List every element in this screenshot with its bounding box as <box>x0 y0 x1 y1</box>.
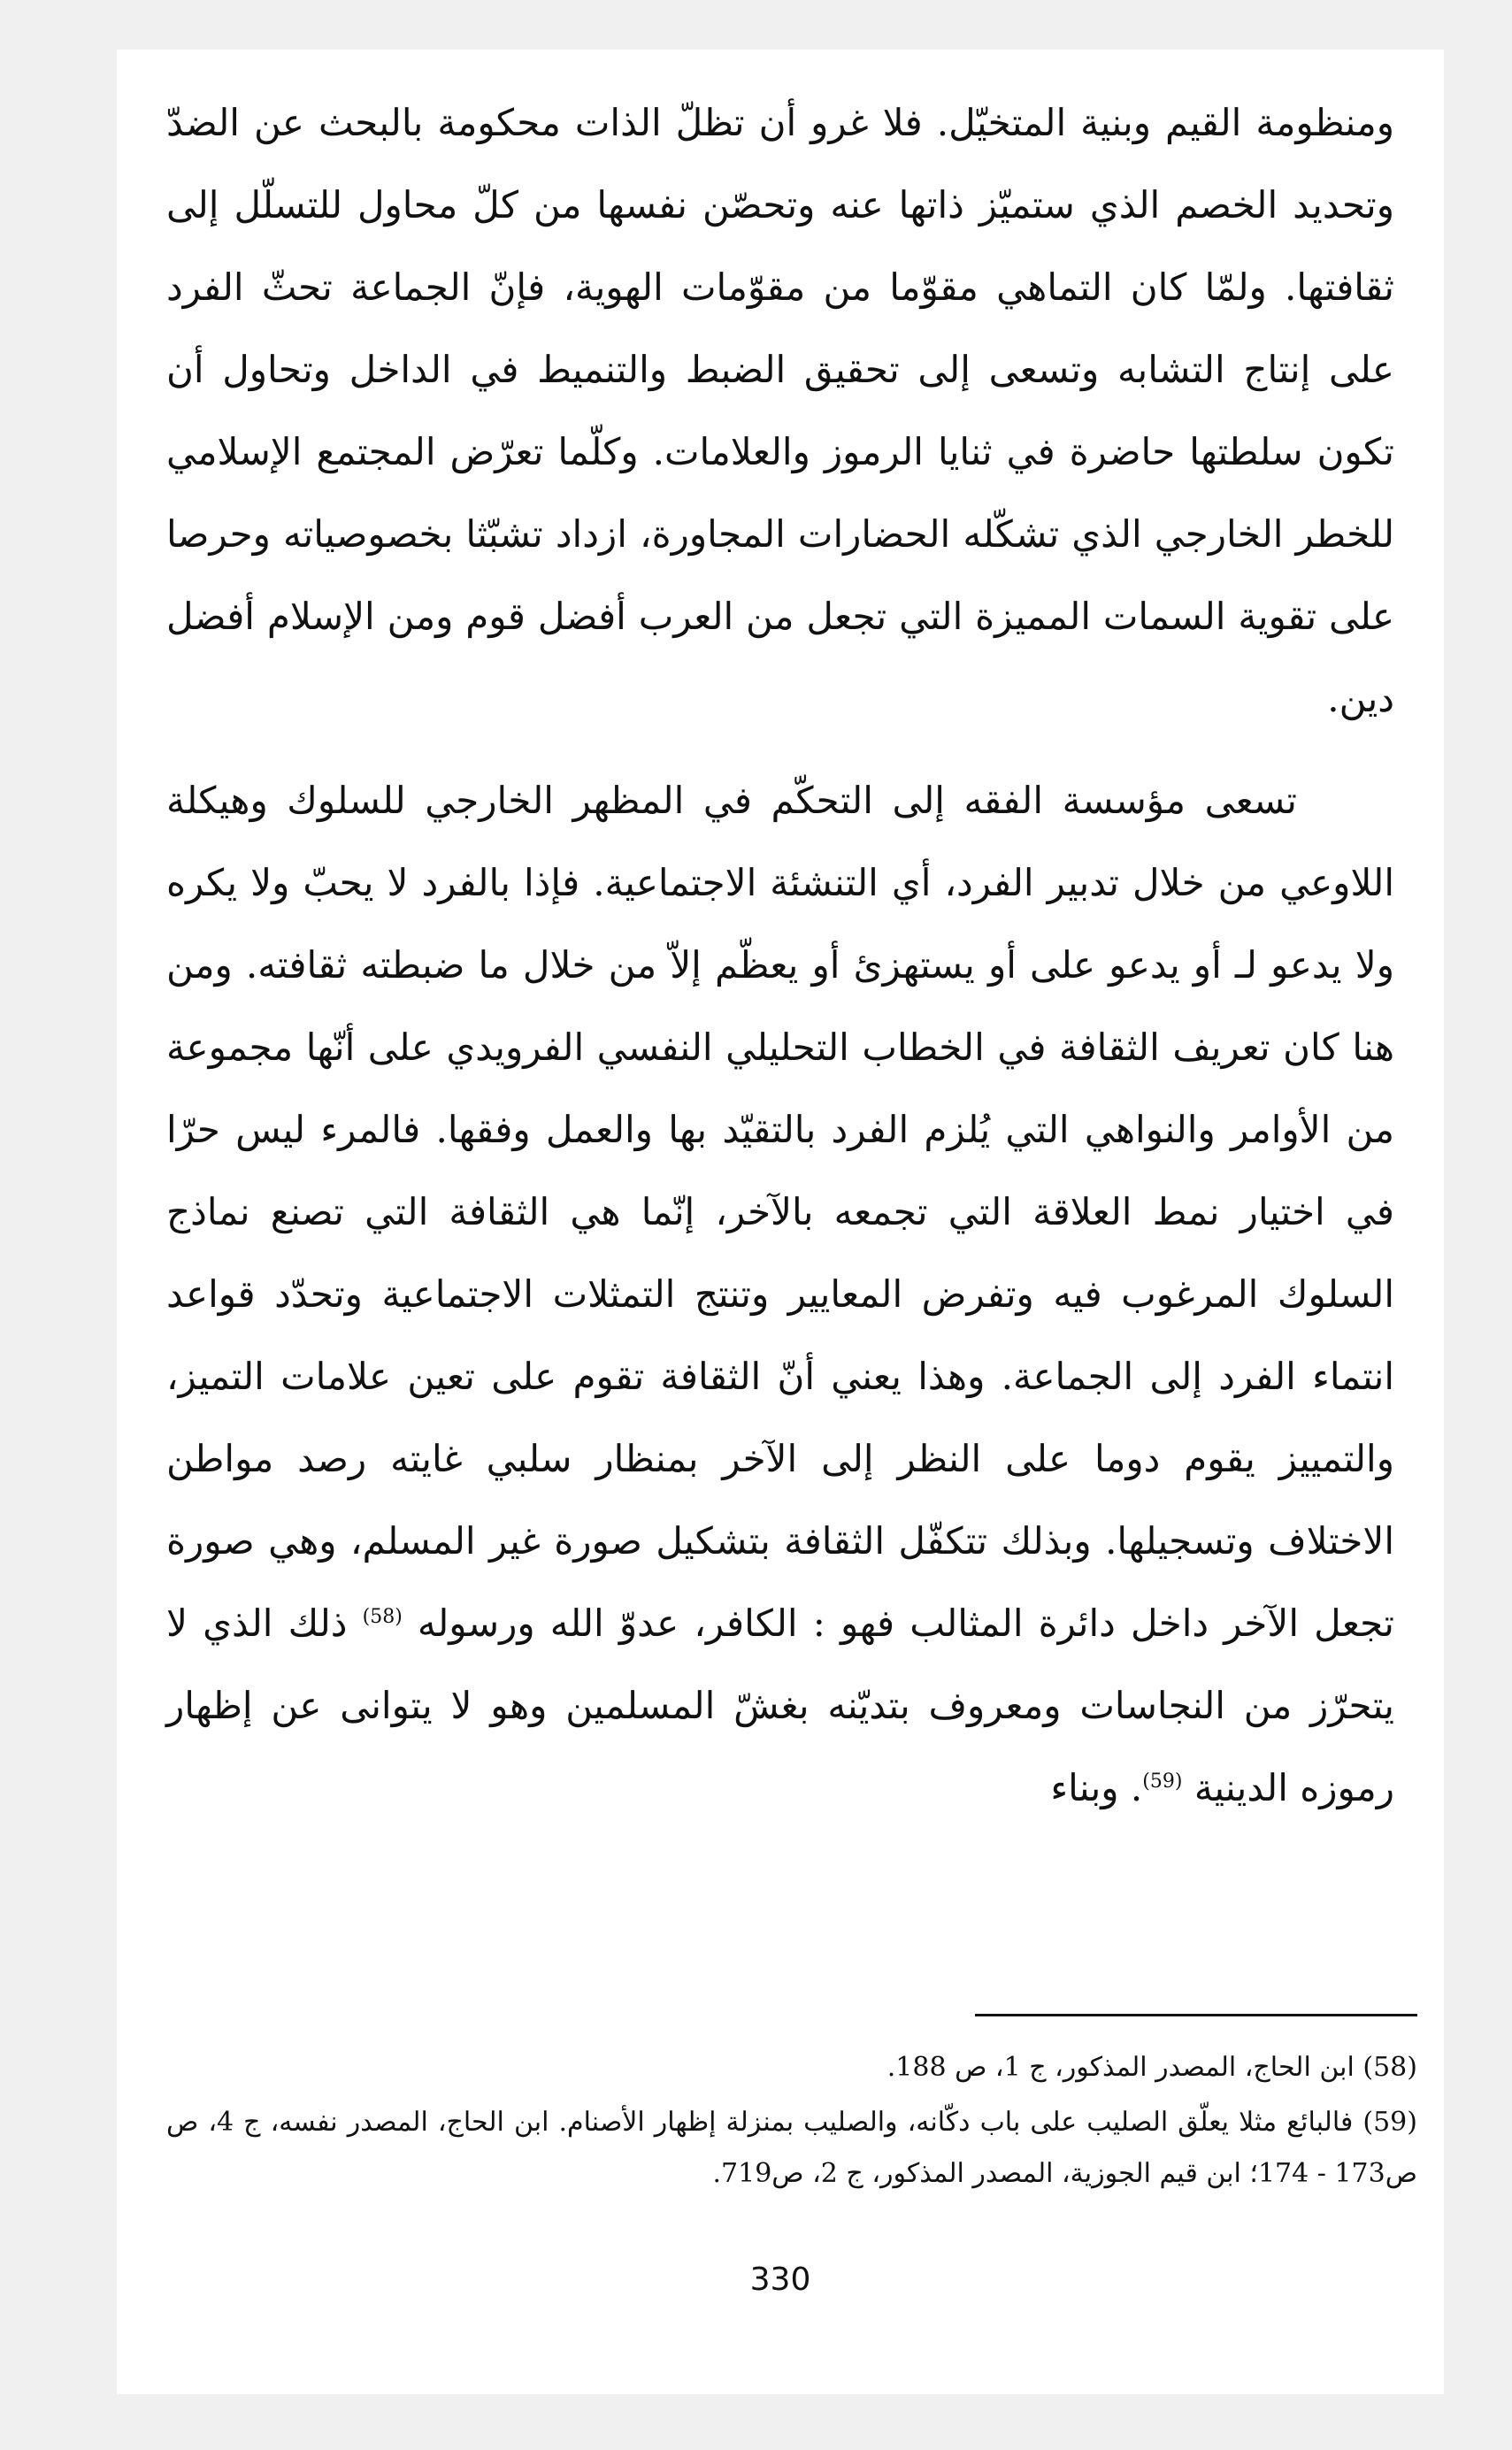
book-page <box>117 50 1444 2394</box>
footnote-divider <box>975 2014 1417 2016</box>
footnote-ref-58[interactable]: (58) <box>362 1606 403 1628</box>
body-text <box>166 81 1394 1829</box>
paragraph-1: ومنظومة القيم وبنية المتخيّل. فلا غرو أن تظلّ الذات محكومة بالبحث عن الضدّ وتحديد الخصم الذي ستميّز ذاتها عنه وتحصّن نفسها من كلّ محاول للتسلّل إلى ثقافتها. ولمّا كان التماهي مقوّما من مقوّمات الهوية، فإنّ الجماعة تحثّ الفرد على إنتاج التشابه وتسعى إلى تحقيق الضبط والتنميط في الداخل وتحاول أن تكون سلطتها حاضرة في ثنايا الرموز والعلامات. وكلّما تعرّض المجتمع الإسلامي للخطر الخارجي الذي تشكّله الحضارات المجاورة، ازداد تشبّثا بخصوصياته وحرصا على تقوية السمات المميزة التي تجعل من العرب أفضل قوم ومن الإسلام أفضل دين. <box>166 101 1394 720</box>
paragraph-2-continued: ذلك الذي لا يتحرّز من النجاسات ومعروف بتديّنه بغشّ المسلمين وهو لا يتوانى عن إظهار رموزه الدينية <box>166 1601 1394 1809</box>
paragraph-2 <box>166 759 1394 1829</box>
footnotes <box>166 2042 1417 2203</box>
footnote-59: (59) فالبائع مثلا يعلّق الصليب على باب دكّانه، والصليب بمنزلة إظهار الأصنام. ابن الحاج، المصدر نفسه، ج 4، ص ص173 - 174؛ ابن قيم الجوزية، المصدر المذكور، ج 2، ص719. <box>166 2107 1417 2189</box>
footnote-58: (58) ابن الحاج، المصدر المذكور، ج 1، ص 188. <box>886 2052 1417 2083</box>
paragraph-2-end: . وبناء <box>1050 1766 1143 1809</box>
footnote-ref-59[interactable]: (59) <box>1142 1770 1183 1793</box>
paragraph-2-text: تسعى مؤسسة الفقه إلى التحكّم في المظهر الخارجي للسلوك وهيكلة اللاوعي من خلال تدبير الفرد، أي التنشئة الاجتماعية. فإذا بالفرد لا يحبّ ولا يكره ولا يدعو لـ أو يدعو على أو يستهزئ أو يعظّم إلاّ من خلال ما ضبطته ثقافته. ومن هنا كان تعريف الثقافة في الخطاب التحليلي النفسي الفرويدي على أنّها مجموعة من الأوامر والنواهي التي يُلزم الفرد بالتقيّد بها والعمل وفقها. فالمرء ليس حرّا في اختيار نمط العلاقة التي تجمعه بالآخر، إنّما هي الثقافة التي تصنع نماذج السلوك المرغوب فيه وتفرض المعايير وتنتج التمثلات الاجتماعية وتحدّد قواعد انتماء الفرد إلى الجماعة. وهذا يعني أنّ الثقافة تقوم على تعين علامات التميز، والتمييز يقوم دوما على النظر إلى الآخر بمنظار سلبي غايته رصد مواطن الاختلاف وتسجيلها. وبذلك تتكفّل الثقافة بتشكيل صورة غير المسلم، وهي صورة تجعل الآخر داخل دائرة المثالب فهو : الكافر، عدوّ الله ورسوله <box>166 779 1394 1645</box>
page-number: 330 <box>749 2262 811 2298</box>
